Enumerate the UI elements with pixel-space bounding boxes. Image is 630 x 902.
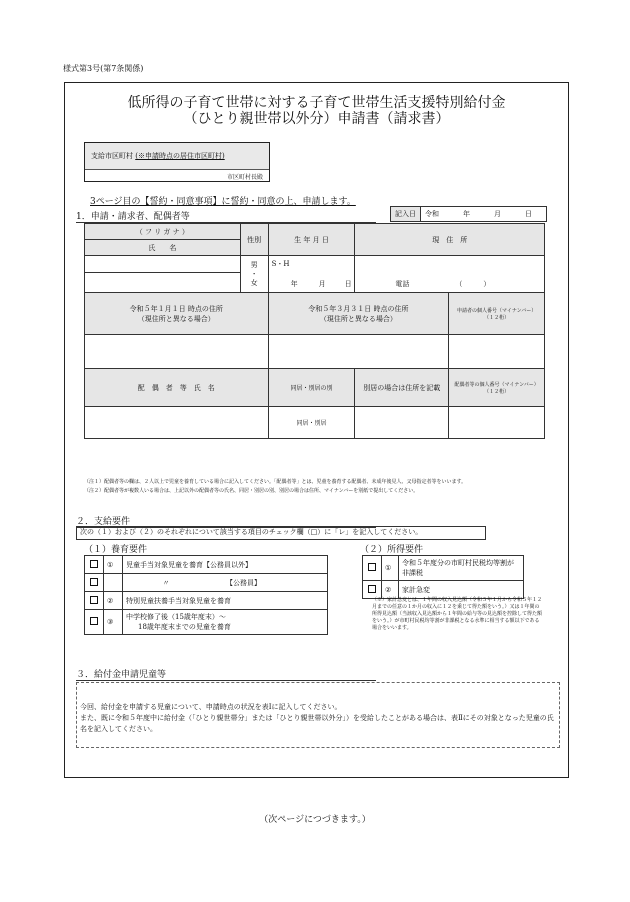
income-text-2: 家計急変 [399, 581, 524, 599]
childcare-text-3: 特別児童扶養手当対象児童を養育 [123, 592, 328, 610]
name-header: 氏 名 [85, 240, 241, 256]
birth-year: 年 [290, 280, 298, 288]
income-check-2[interactable] [363, 581, 382, 599]
applicant-table [84, 223, 545, 439]
childcare-num-1: ① [104, 556, 123, 574]
childcare-text-2 [123, 574, 328, 592]
municipality-head: 市区町村長殿 [226, 174, 263, 181]
jan-address-label: 令和５年１月１日 時点の住所 [129, 304, 223, 313]
income-heading: （２）所得要件 [360, 545, 424, 555]
sex-male: 男 [250, 260, 258, 269]
entry-date-month[interactable]: 月 [494, 210, 501, 218]
title-line-2: （ひとり親世帯以外分）申請書（請求書） [183, 111, 450, 127]
jan-address-input[interactable] [85, 335, 269, 369]
separate-address-header: 別居の場合は住所を記載 [355, 369, 449, 407]
childcare-num-4: ③ [104, 610, 123, 635]
entry-date-era: 令和 [425, 210, 439, 218]
mynumber-applicant-header [449, 293, 545, 335]
childcare-check-3[interactable] [85, 592, 104, 610]
phone-parens: （ ） [455, 280, 491, 288]
spouse-name-input[interactable] [85, 407, 269, 439]
spouse-name-header: 配 偶 者 等 氏 名 [85, 369, 269, 407]
section1-heading: 1．申請・請求者、配偶者等 [76, 209, 376, 223]
mynumber-spouse-digits: （１２桁） [484, 388, 510, 395]
income-text-1a: 令和５年度分の市町村民税均等割が [402, 559, 514, 567]
childcare-num-3: ② [104, 592, 123, 610]
cohab-input[interactable]: 同居・別居 [268, 407, 355, 439]
entry-date-label: 記入日 [391, 207, 421, 221]
mynumber-applicant-label: 申請者の個人番号（マイナンバー） [456, 307, 537, 314]
childcare-check-1[interactable] [85, 556, 104, 574]
furigana-input[interactable] [85, 256, 241, 273]
income-note: （※）家計急変とは、１年間の収入見込額（令和５年１月から令和５年１２月までの任意の１か月の収入に１２を乗じて得た額をいう。）又は１年間の所得見込額（当該収入見込額から１年間の給与等の見込額を控除して得た額をいう。）が市町村民税均等割が非課税となる水準に相当する額以下である場合をいいます。 [372, 597, 543, 631]
mar-address-label: 令和５年３月３１日 時点の住所 [308, 304, 409, 313]
municipality-label: 支給市区町村 [91, 152, 133, 160]
sex-header: 性別 [240, 224, 268, 256]
section3-text-1: 今回、給付金を申請する児童について、申請時点の状況を表Ⅰに記入してください。 [80, 703, 342, 711]
continue-note: （次ページにつづきます。） [259, 815, 371, 825]
entry-date-year[interactable]: 年 [463, 210, 470, 218]
municipality-box [84, 142, 270, 182]
birth-day: 日 [344, 280, 352, 288]
childcare-ditto: 〃 [162, 578, 170, 587]
sex-dot: ・ [250, 269, 258, 278]
income-check-1[interactable] [363, 556, 382, 581]
mynumber-applicant-input[interactable] [449, 335, 545, 369]
intro-text: 3ページ目の【誓約・同意事項】に誓約・同意の上、申請します。 [90, 197, 356, 207]
jan-address-header [85, 293, 269, 335]
title-line-1: 低所得の子育て世帯に対する子育て世帯生活支援特別給付金 [127, 95, 506, 111]
mynumber-applicant-digits: （１２桁） [484, 314, 510, 321]
childcare-num-2 [104, 574, 123, 592]
income-text-1b: 非課税 [402, 569, 423, 577]
mar-address-input[interactable] [268, 335, 449, 369]
section2-heading: ２．支給要件 [76, 514, 376, 528]
municipality-sublabel: (※申請時点の居住市区町村) [135, 152, 225, 160]
section2-instruction: 次の（１）および（２）のそれぞれについて該当する項目のチェック欄（□）に「レ」を記入してください。 [76, 526, 486, 540]
income-text-1 [399, 556, 524, 581]
mynumber-spouse-header [449, 369, 545, 407]
mar-address-header [268, 293, 449, 335]
entry-date-day[interactable]: 日 [525, 210, 532, 218]
section3-text-2: また、既に令和５年度中に給付金（「ひとり親世帯分」または「ひとり親世帯以外分」）を受給したことがある場合は、表Ⅱにその対象となった児童の氏名を記入してください。 [80, 714, 554, 733]
childcare-list [84, 555, 328, 635]
childcare-text-4 [123, 610, 328, 635]
form-number: 様式第3号(第7条関係) [63, 64, 144, 73]
sex-cell[interactable] [240, 256, 268, 293]
childcare-check-4[interactable] [85, 610, 104, 635]
mynumber-spouse-input[interactable] [449, 407, 545, 439]
phone-label: 電話 [395, 280, 410, 288]
furigana-header: （ フ リ ガ ナ ） [85, 224, 241, 240]
jan-address-sub: （現住所と異なる場合） [137, 314, 215, 323]
income-num-2: ② [382, 581, 399, 599]
section3-heading: ３．給付金申請児童等 [76, 667, 376, 681]
childcare-suffix: 【公務員】 [226, 578, 261, 587]
note-1: （注１）配偶者等の欄は、２人以上で児童を養育している場合に記入してください。「配偶者等」とは、児童を養育する配偶者、未成年後見人、父母指定者等をいいます。 [84, 479, 467, 485]
childcare-text-4a: 中学校修了後（15歳年度末）～ [126, 613, 226, 621]
childcare-text-4b: 18歳年度末までの児童を養育 [138, 623, 231, 631]
childcare-check-2[interactable] [85, 574, 104, 592]
mar-address-sub: （現住所と異なる場合） [319, 314, 397, 323]
entry-date-box [390, 206, 547, 222]
address-header: 現 住 所 [355, 224, 545, 256]
birth-header: 生 年 月 日 [268, 224, 355, 256]
note-2: （注２）配偶者等が複数人いる場合は、上記以外の配偶者等の氏名、同居・別居の別、別居の場合は住所、マイナンバーを別紙で提出してください。 [84, 488, 419, 494]
address-input[interactable] [355, 256, 545, 293]
birth-era: S・H [271, 260, 290, 268]
cohab-header: 同居・別居の別 [268, 369, 355, 407]
sex-female: 女 [250, 278, 258, 287]
separate-address-input[interactable] [355, 407, 449, 439]
name-input[interactable] [85, 273, 241, 293]
childcare-heading: （１）養育要件 [84, 545, 148, 555]
birth-month: 月 [318, 280, 326, 288]
childcare-text-1: 児童手当対象児童を養育【公務員以外】 [123, 556, 328, 574]
birth-input[interactable] [268, 256, 355, 293]
mynumber-spouse-label: 配偶者等の個人番号（マイナンバー） [454, 381, 539, 388]
income-num-1: ① [382, 556, 399, 581]
income-list [362, 555, 524, 599]
